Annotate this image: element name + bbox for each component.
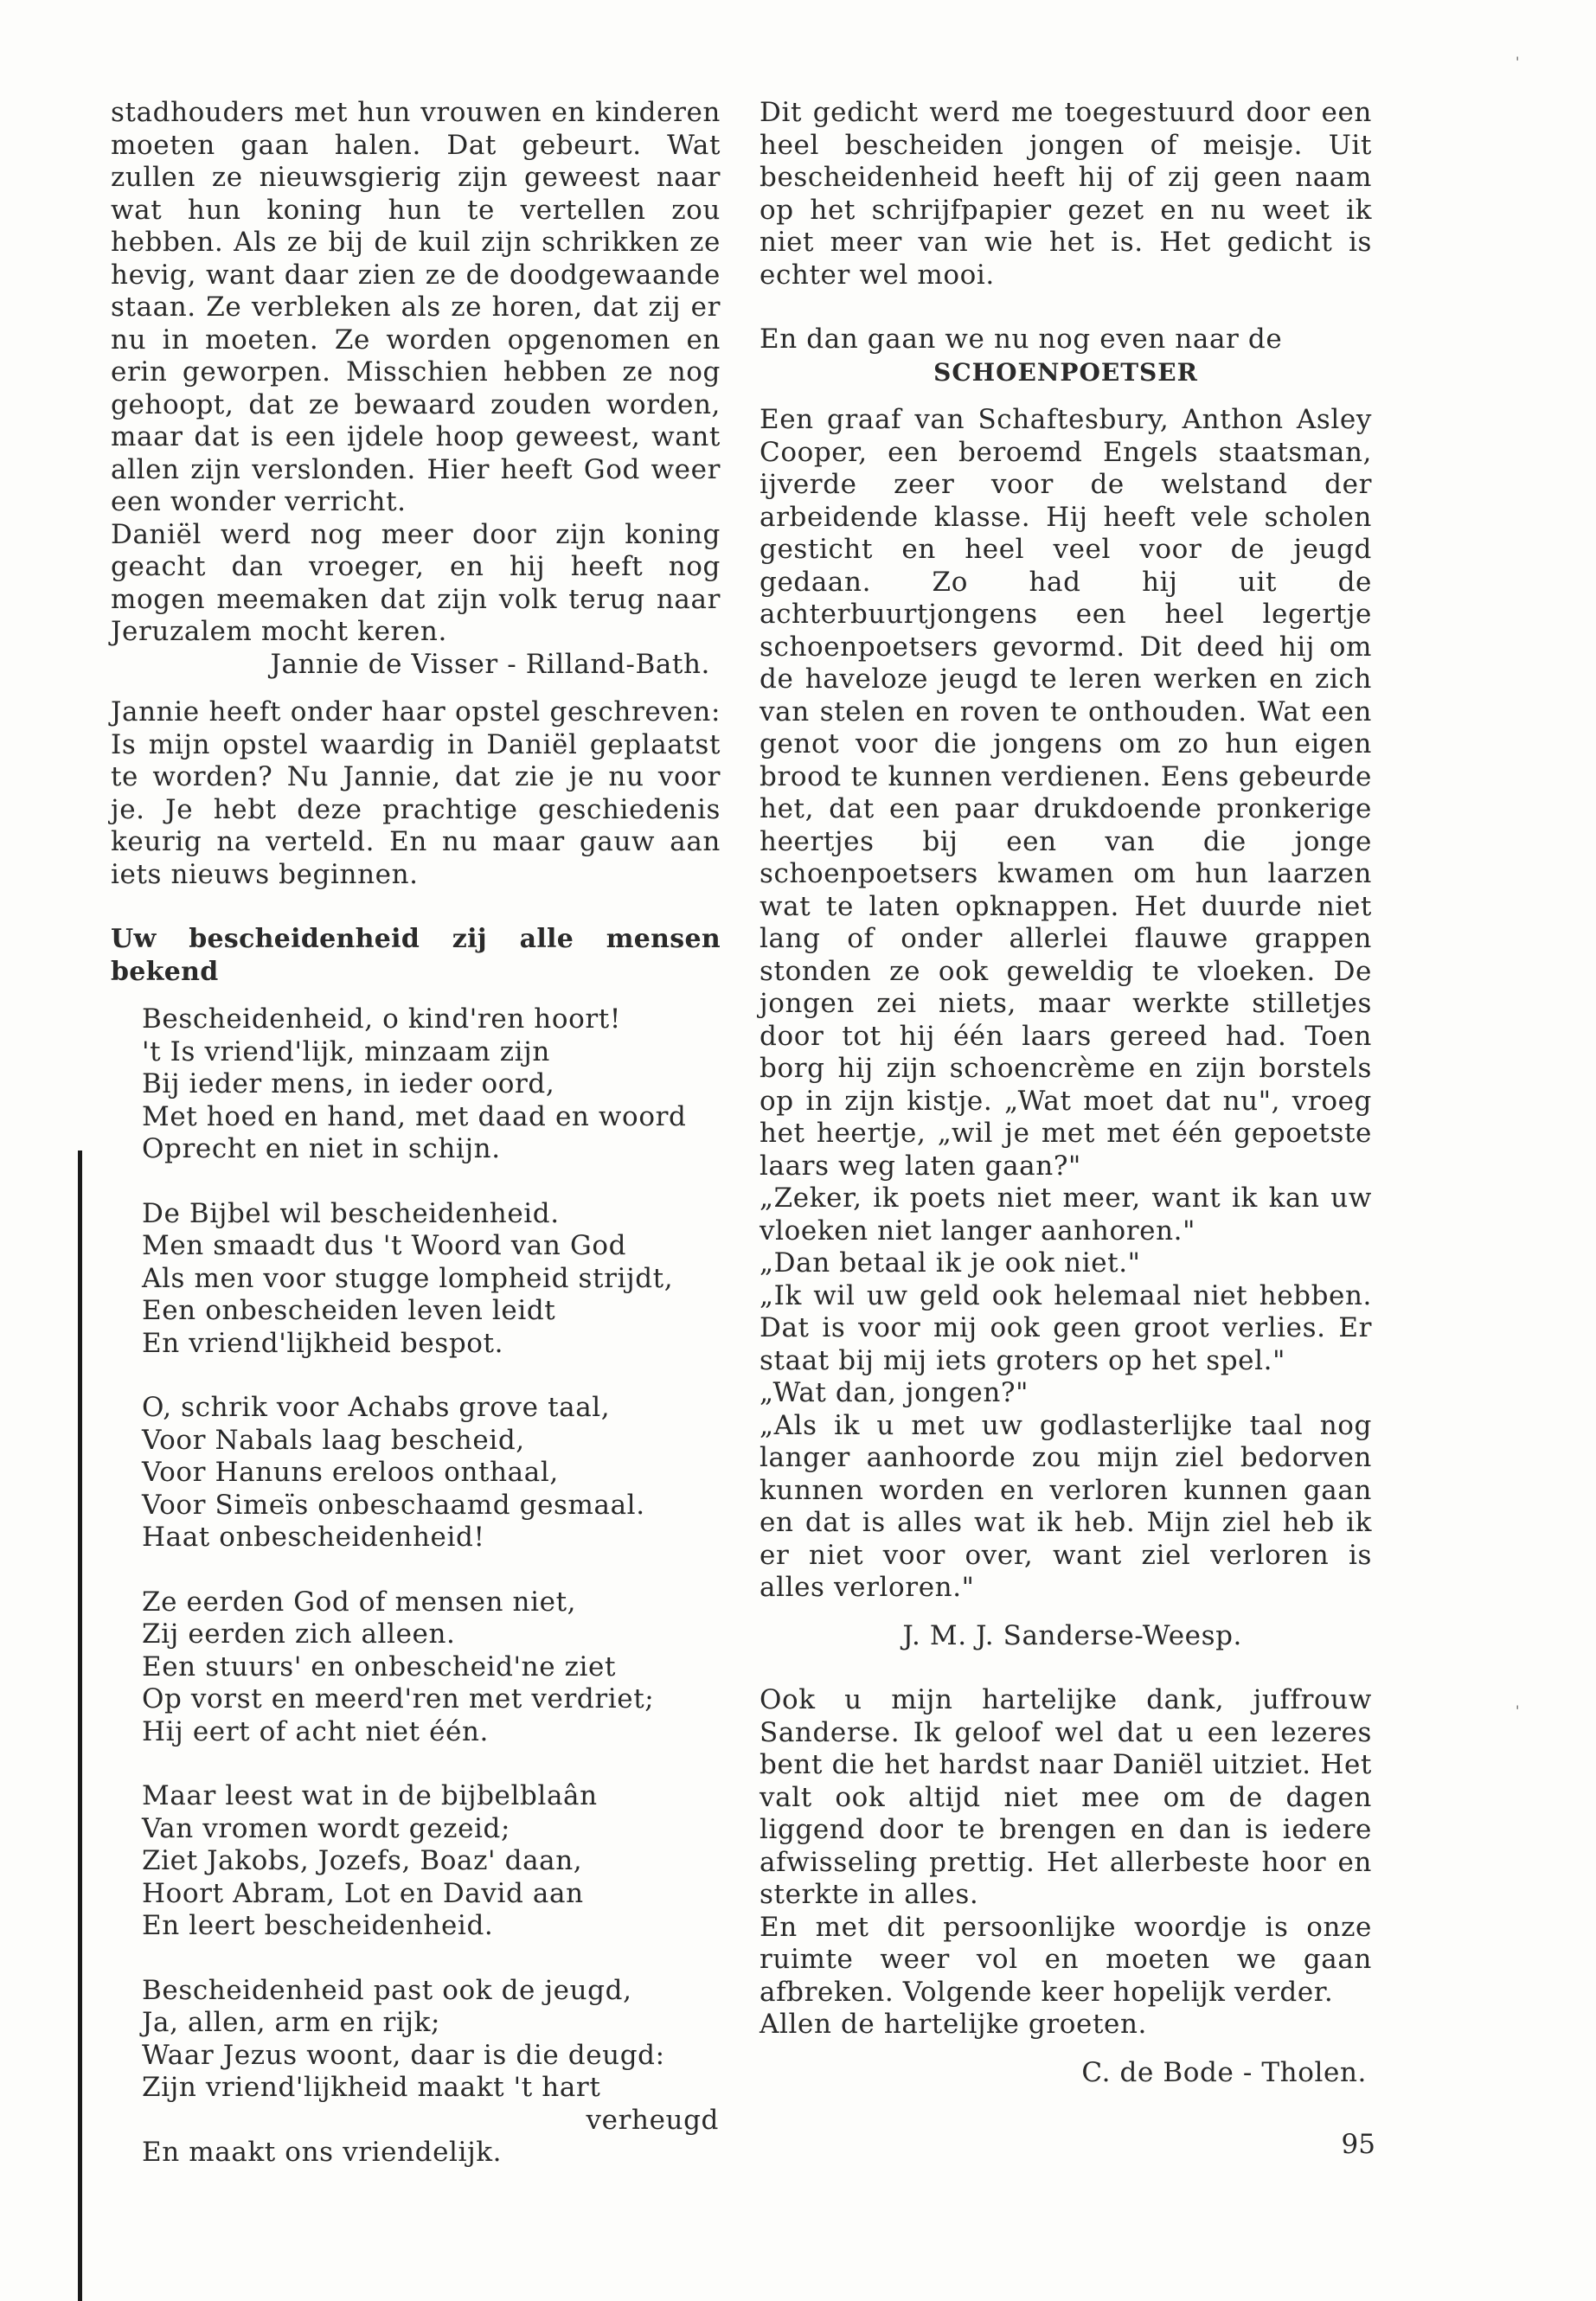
closing-paragraph: Ook u mijn hartelijke dank, juffrouw Sanderse. Ik geloof wel dat u een lezeres bent die het hardst naar Daniël uitziet. Het valt ook altijd niet mee om de dagen liggend door te brengen en dan is iedere afwisseling prettig. Het allerbeste hoor en sterkte in alles. (760, 1684, 1372, 1910)
poem-line: Voor Hanuns ereloos onthaal, (142, 1457, 559, 1488)
poem-line: Ze eerden God of mensen niet, (142, 1586, 577, 1618)
story-paragraph: „Wat dan, jongen?" (760, 1377, 1029, 1408)
poem-line: O, schrik voor Achabs grove taal, (142, 1392, 611, 1423)
poem-line: Bij ieder mens, in ieder oord, (142, 1068, 555, 1099)
poem-line: Men smaadt dus 't Woord van God (142, 1230, 627, 1261)
poem-line: Haat onbescheidenheid! (142, 1522, 485, 1553)
poem-line: Op vorst en meerd'ren met verdriet; (142, 1683, 655, 1715)
story-title: SCHOENPOETSER (933, 357, 1198, 387)
poem-stanza (142, 1975, 721, 2170)
poem-line: En vriend'lijkheid bespot. (142, 1327, 504, 1359)
closing-paragraph: En met dit persoonlijke woordje is onze ruimte weer vol en moeten we gaan afbreken. Volgende keer hopelijk verder. (760, 1911, 1372, 2008)
story-paragraph: „Als ik u met uw godlasterlijke taal nog langer aanhoorde zou mijn ziel bedorven kunnen worden en verloren kunnen gaan en dat is alles wat ik heb. Mijn ziel heb ik er niet voor over, want ziel verloren is alles verloren." (760, 1409, 1372, 1603)
closing-signature: C. de Bode - Tholen. (1081, 2056, 1367, 2088)
poem-line: De Bijbel wil bescheidenheid. (142, 1197, 560, 1229)
poem-line: Voor Simeïs onbeschaamd gesmaal. (142, 1489, 645, 1521)
story-signature: Jannie de Visser - Rilland-Bath. (270, 648, 710, 680)
poem-line: Bescheidenheid, o kind'ren hoort! (142, 1003, 621, 1035)
poem-line: Van vromen wordt gezeid; (142, 1812, 511, 1844)
transition-line: En dan gaan we nu nog even naar de (760, 324, 1283, 355)
poem-line: Zijn vriend'lijkheid maakt 't hart (142, 2072, 601, 2103)
binding-edge (78, 1150, 82, 2301)
poem-line: Bescheidenheid past ook de jeugd, (142, 1974, 632, 2006)
poem-line: En leert bescheidenheid. (142, 1910, 494, 1941)
poem-line: En maakt ons vriendelijk. (142, 2137, 503, 2168)
poem-note: Dit gedicht werd me toegestuurd door een heel bescheiden jongen of meisje. Uit bescheidenheid heeft hij of zij geen naam op het schrijfpapier gezet en nu weet ik niet meer van wie het is. Het gedicht is echter wel mooi. (760, 97, 1372, 291)
poem-line: Voor Nabals laag bescheid, (142, 1424, 525, 1456)
poem-title: Uw bescheidenheid zij alle mensen bekend (111, 924, 721, 987)
poem-stanza (142, 1780, 721, 1943)
poem-line: Als men voor stugge lompheid strijdt, (142, 1262, 674, 1294)
poem-stanza (142, 1586, 721, 1749)
scan-mark: ' (1516, 54, 1520, 70)
poem-line: Met hoed en hand, met daad en woord (142, 1100, 687, 1132)
poem-stanza (142, 1198, 721, 1361)
poem-line: Hij eert of acht niet één. (142, 1715, 489, 1747)
poem-line: Een stuurs' en onbescheid'ne ziet (142, 1650, 617, 1682)
poem-line: 't Is vriend'lijk, minzaam zijn (142, 1035, 550, 1067)
poem-line: Een onbescheiden leven leidt (142, 1295, 556, 1326)
right-column (760, 97, 1372, 2089)
scan-mark: ' (1516, 1702, 1520, 1719)
editor-reply: Jannie heeft onder haar opstel geschreven: Is mijn opstel waardig in Daniël geplaatst te worden? Nu Jannie, dat zie je nu voor je. Je hebt deze prachtige geschiedenis keurig na verteld. En nu maar gauw aan iets nieuws beginnen. (111, 696, 721, 890)
story-paragraph: „Zeker, ik poets niet meer, want ik kan uw vloeken niet langer aanhoren." (760, 1183, 1372, 1247)
left-column (111, 97, 721, 2170)
poem-line-runover: verheugd (586, 2104, 719, 2136)
poem-line: Oprecht en niet in schijn. (142, 1133, 501, 1164)
poem (111, 1003, 721, 2170)
page-number: 95 (1341, 2129, 1375, 2160)
story-paragraph: „Ik wil uw geld ook helemaal niet hebben. Dat is voor mij ook geen groot verlies. Er staat bij mij iets groters op het spel." (760, 1279, 1372, 1376)
poem-line: Ziet Jakobs, Jozefs, Boaz' daan, (142, 1845, 583, 1876)
story-signature: J. M. J. Sanderse-Weesp. (902, 1619, 1242, 1651)
poem-line: Maar leest wat in de bijbelblaân (142, 1780, 598, 1811)
poem-line: Waar Jezus woont, daar is die deugd: (142, 2039, 665, 2071)
poem-stanza (142, 1392, 721, 1554)
poem-stanza (142, 1003, 721, 1166)
story-paragraph: „Dan betaal ik je ook niet." (760, 1247, 1141, 1279)
story-paragraph: stadhouders met hun vrouwen en kinderen moeten gaan halen. Dat gebeurt. Wat zullen ze nieuwsgierig zijn geweest naar wat hun koning hun te vertellen zou hebben. Als ze bij de kuil zijn schrikken ze hevig, want daar zien ze de doodgewaande staan. Ze verbleken als ze horen, dat zij er nu in moeten. Ze worden opgenomen en erin geworpen. Misschien hebben ze nog gehoopt, dat ze bewaard zouden worden, maar dat is een ijdele hoop geweest, want allen zijn verslonden. Hier heeft God weer een wonder verricht. (111, 97, 721, 517)
closing-paragraph: Allen de hartelijke groeten. (760, 2009, 1148, 2040)
story-paragraph: Een graaf van Schaftesbury, Anthon Asley Cooper, een beroemd Engels staatsman, ijverde zeer voor de welstand der arbeidende klasse. Hij heeft vele scholen gesticht en heel veel voor de jeugd gedaan. Zo had hij uit de achterbuurtjongens een heel legertje schoenpoetsers gevormd. Dit deed hij om de haveloze jeugd te leren werken en zich van stelen en roven te onthouden. Wat een genot voor die jongens om zo hun eigen brood te kunnen verdienen. Eens gebeurde het, dat een paar drukdoende pronkerige heertjes bij een van die jonge schoenpoetsers kwamen om hun laarzen wat te laten opknappen. Het duurde niet lang of onder allerlei flauwe grappen stonden ze ook geweldig te vloeken. De jongen zei niets, maar werkte stilletjes door tot hij één laars gereed had. Toen borg hij zijn schoencrème en zijn borstels op in zijn kistje. „Wat moet dat nu", vroeg het heertje, „wil je met met één gepoetste laars weg laten gaan?" (760, 404, 1372, 1182)
story-paragraph: Daniël werd nog meer door zijn koning geacht dan vroeger, en hij heeft nog mogen meemaken dat zijn volk terug naar Jeruzalem mocht keren. (111, 518, 721, 647)
poem-line: Ja, allen, arm en rijk; (142, 2007, 441, 2038)
poem-line: Zij eerden zich alleen. (142, 1618, 456, 1650)
poem-line: Hoort Abram, Lot en David aan (142, 1877, 584, 1909)
